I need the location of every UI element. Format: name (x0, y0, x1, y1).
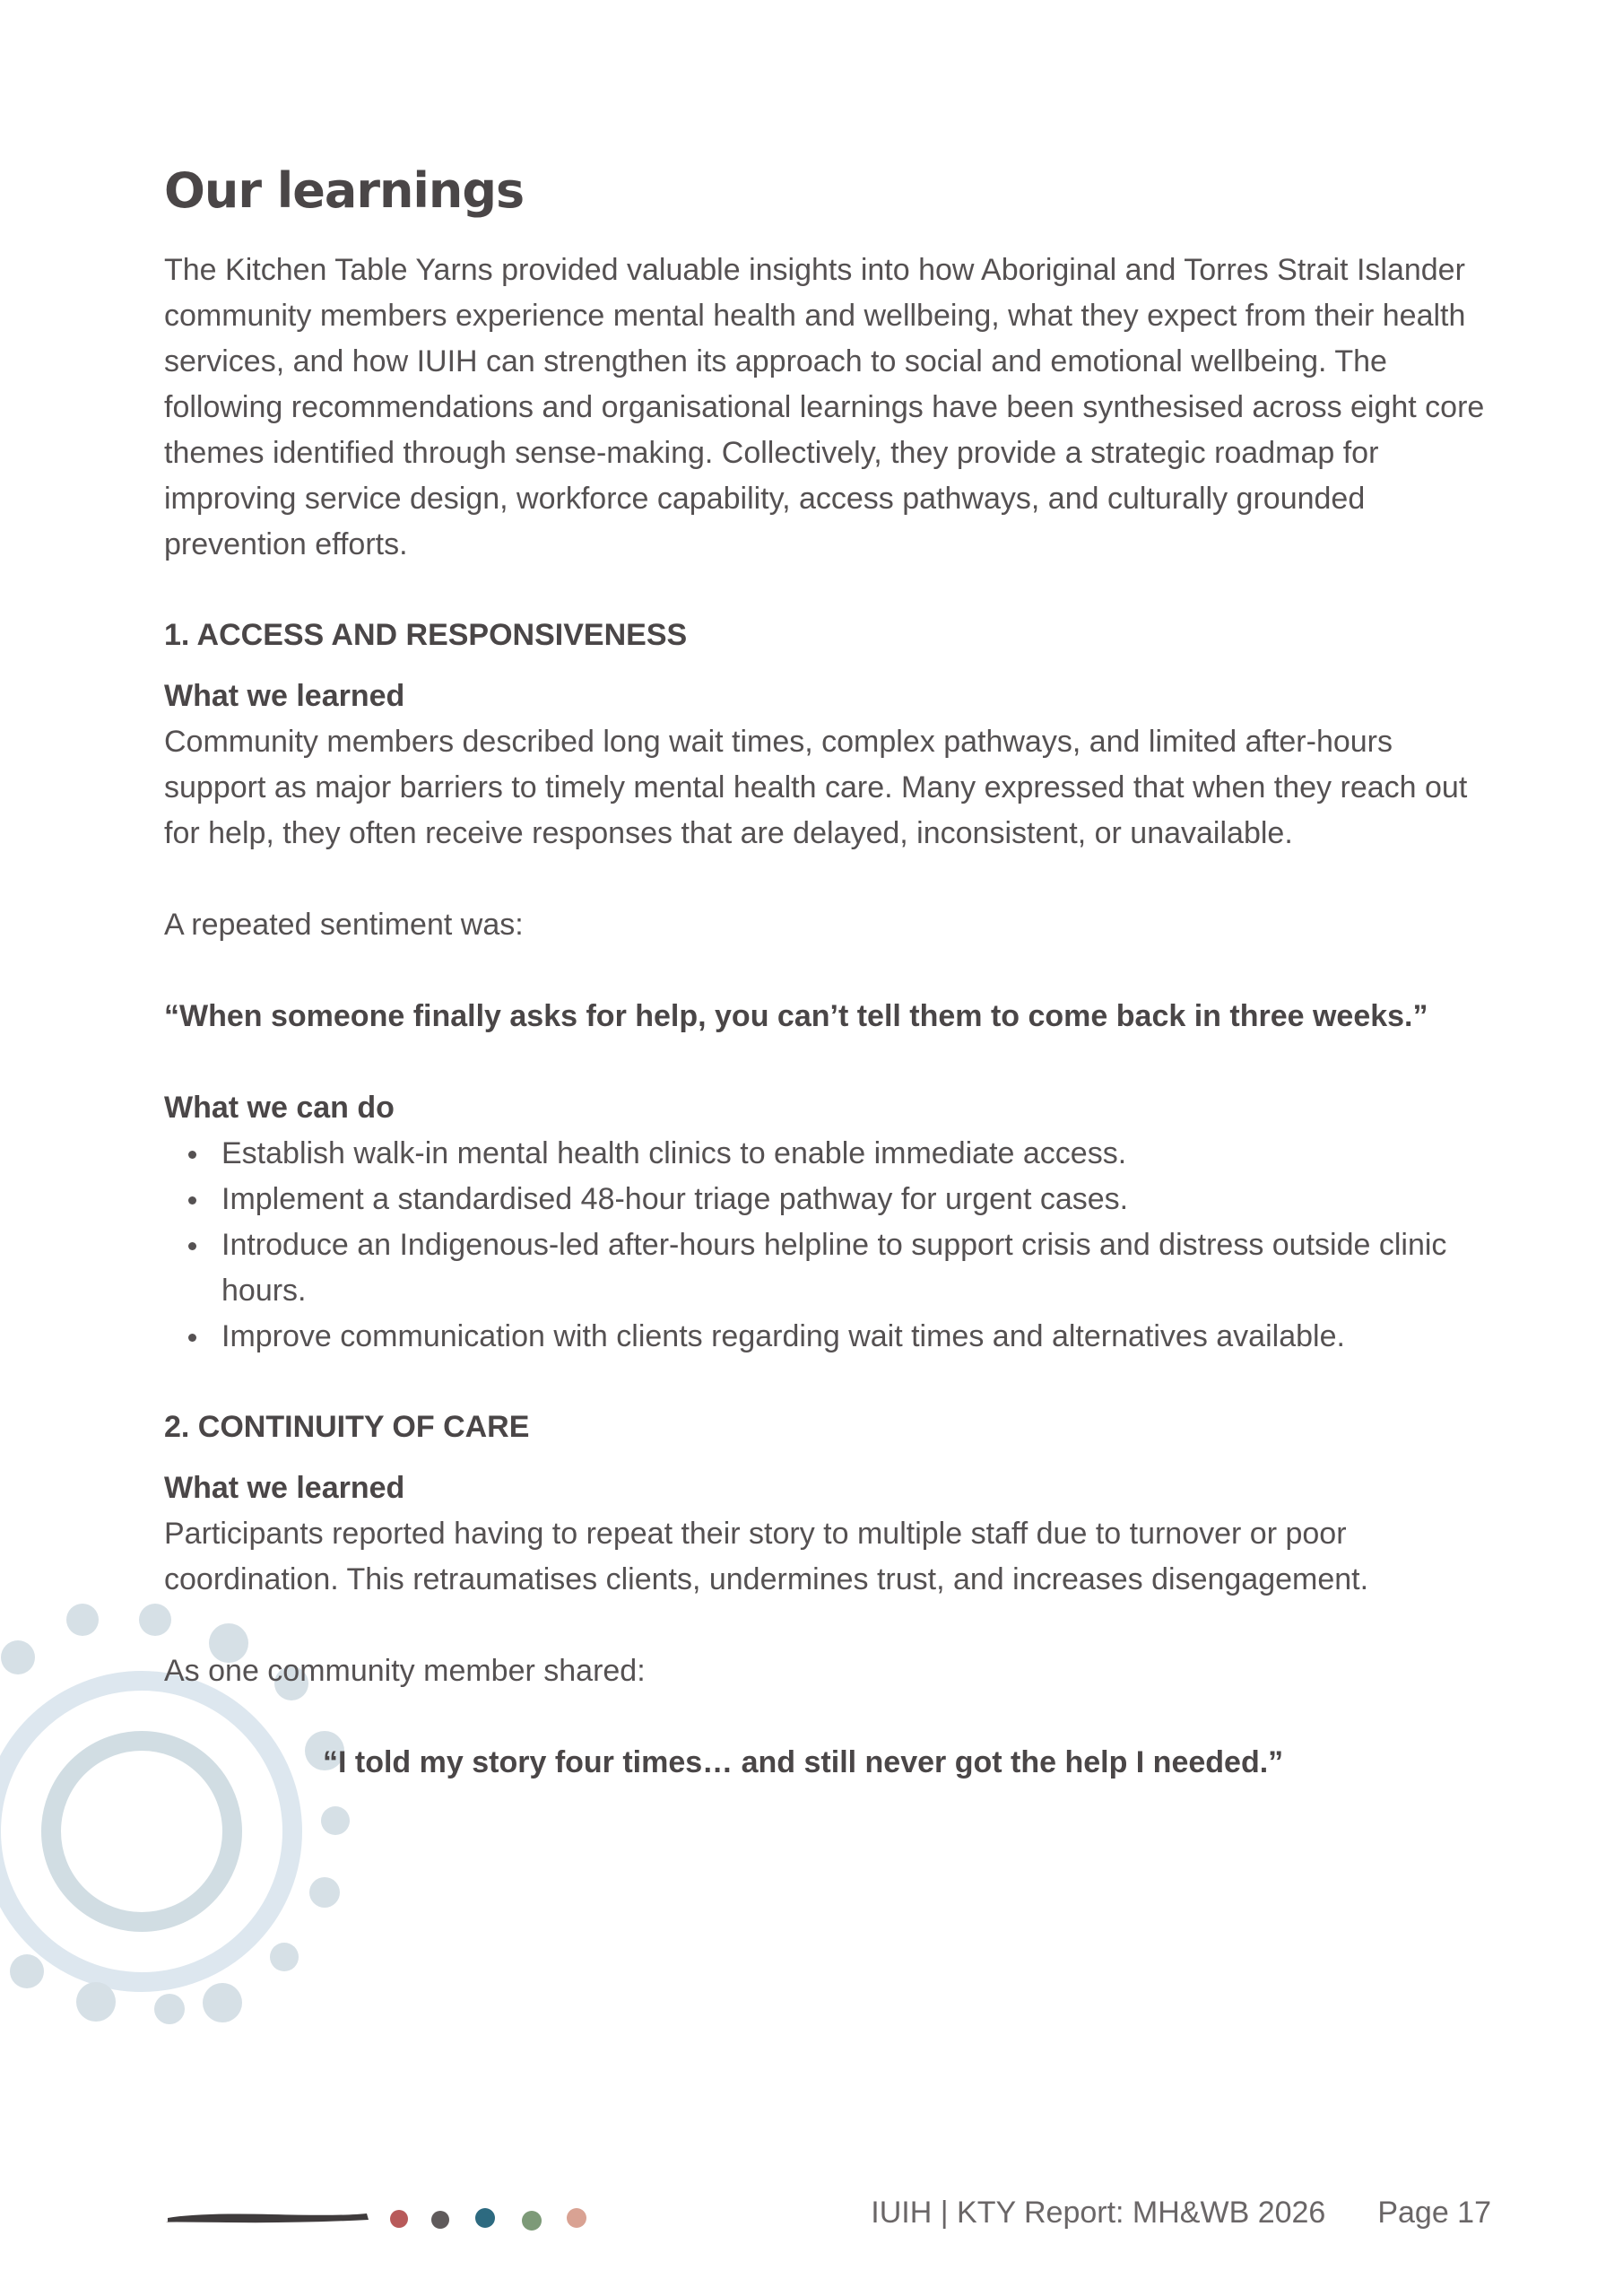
community-quote: “When someone finally asks for help, you can’t tell them to come back in three weeks.” (164, 999, 1428, 1033)
footer-dot-icon (475, 2208, 495, 2228)
list-item: Introduce an Indigenous-led after-hours helpline to support crisis and distress outside clinic hours. (164, 1222, 1491, 1314)
page-footer (164, 2188, 1491, 2242)
quote-lead-in: As one community member shared: (164, 1654, 646, 1688)
list-item: Improve communication with clients regarding wait times and alternatives available. (164, 1314, 1491, 1360)
list-item: Implement a standardised 48-hour triage pathway for urgent cases. (164, 1177, 1491, 1222)
footer-text (871, 2196, 1491, 2231)
footer-dot-icon (390, 2210, 408, 2228)
what-we-learned-label: What we learned (164, 679, 405, 713)
section-heading: 1. ACCESS AND RESPONSIVENESS (164, 618, 688, 652)
community-quote: “I told my story four times… and still never got the help I needed.” (323, 1745, 1284, 1779)
intro-paragraph: The Kitchen Table Yarns provided valuable insights into how Aboriginal and Torres Strait Islander community members experience mental health and wellbeing, what they expect from their health services, and how IUIH can strengthen its approach to social and emotional wellbeing. The following recommendations and organisational learnings have been synthesised across eight core themes identified through sense-making. Collectively, they provide a strategic roadmap for improving service design, workforce capability, access pathways, and culturally grounded prevention efforts. (164, 253, 1485, 561)
action-list (164, 1131, 1491, 1360)
section-heading: 2. CONTINUITY OF CARE (164, 1410, 530, 1444)
list-item: Establish walk-in mental health clinics to enable immediate access. (164, 1131, 1491, 1177)
report-name: IUIH | KTY Report: MH&WB 2026 (871, 2196, 1326, 2230)
footer-dot-icon (567, 2208, 586, 2228)
main-content (164, 161, 1491, 1786)
what-we-learned-text: Community members described long wait times, complex pathways, and limited after-hours support as major barriers to timely mental health care. Many expressed that when they reach out for help, they often receive responses that are delayed, inconsistent, or unavailable. (164, 725, 1468, 850)
footer-dot-icon (431, 2211, 449, 2229)
footer-brush-stroke-icon (164, 2188, 630, 2242)
section-access-responsiveness (164, 614, 1491, 1360)
footer-dot-icon (522, 2211, 542, 2231)
what-we-learned-label: What we learned (164, 1471, 405, 1505)
page-title: Our learnings (164, 162, 525, 219)
page-number: Page 17 (1377, 2196, 1491, 2230)
what-we-learned-text: Participants reported having to repeat their story to multiple staff due to turnover or poor coordination. This retraumatises clients, undermines trust, and increases disengagement. (164, 1517, 1369, 1596)
section-continuity-of-care (164, 1406, 1491, 1786)
what-we-can-do-label: What we can do (164, 1091, 395, 1125)
quote-lead-in: A repeated sentiment was: (164, 908, 524, 942)
